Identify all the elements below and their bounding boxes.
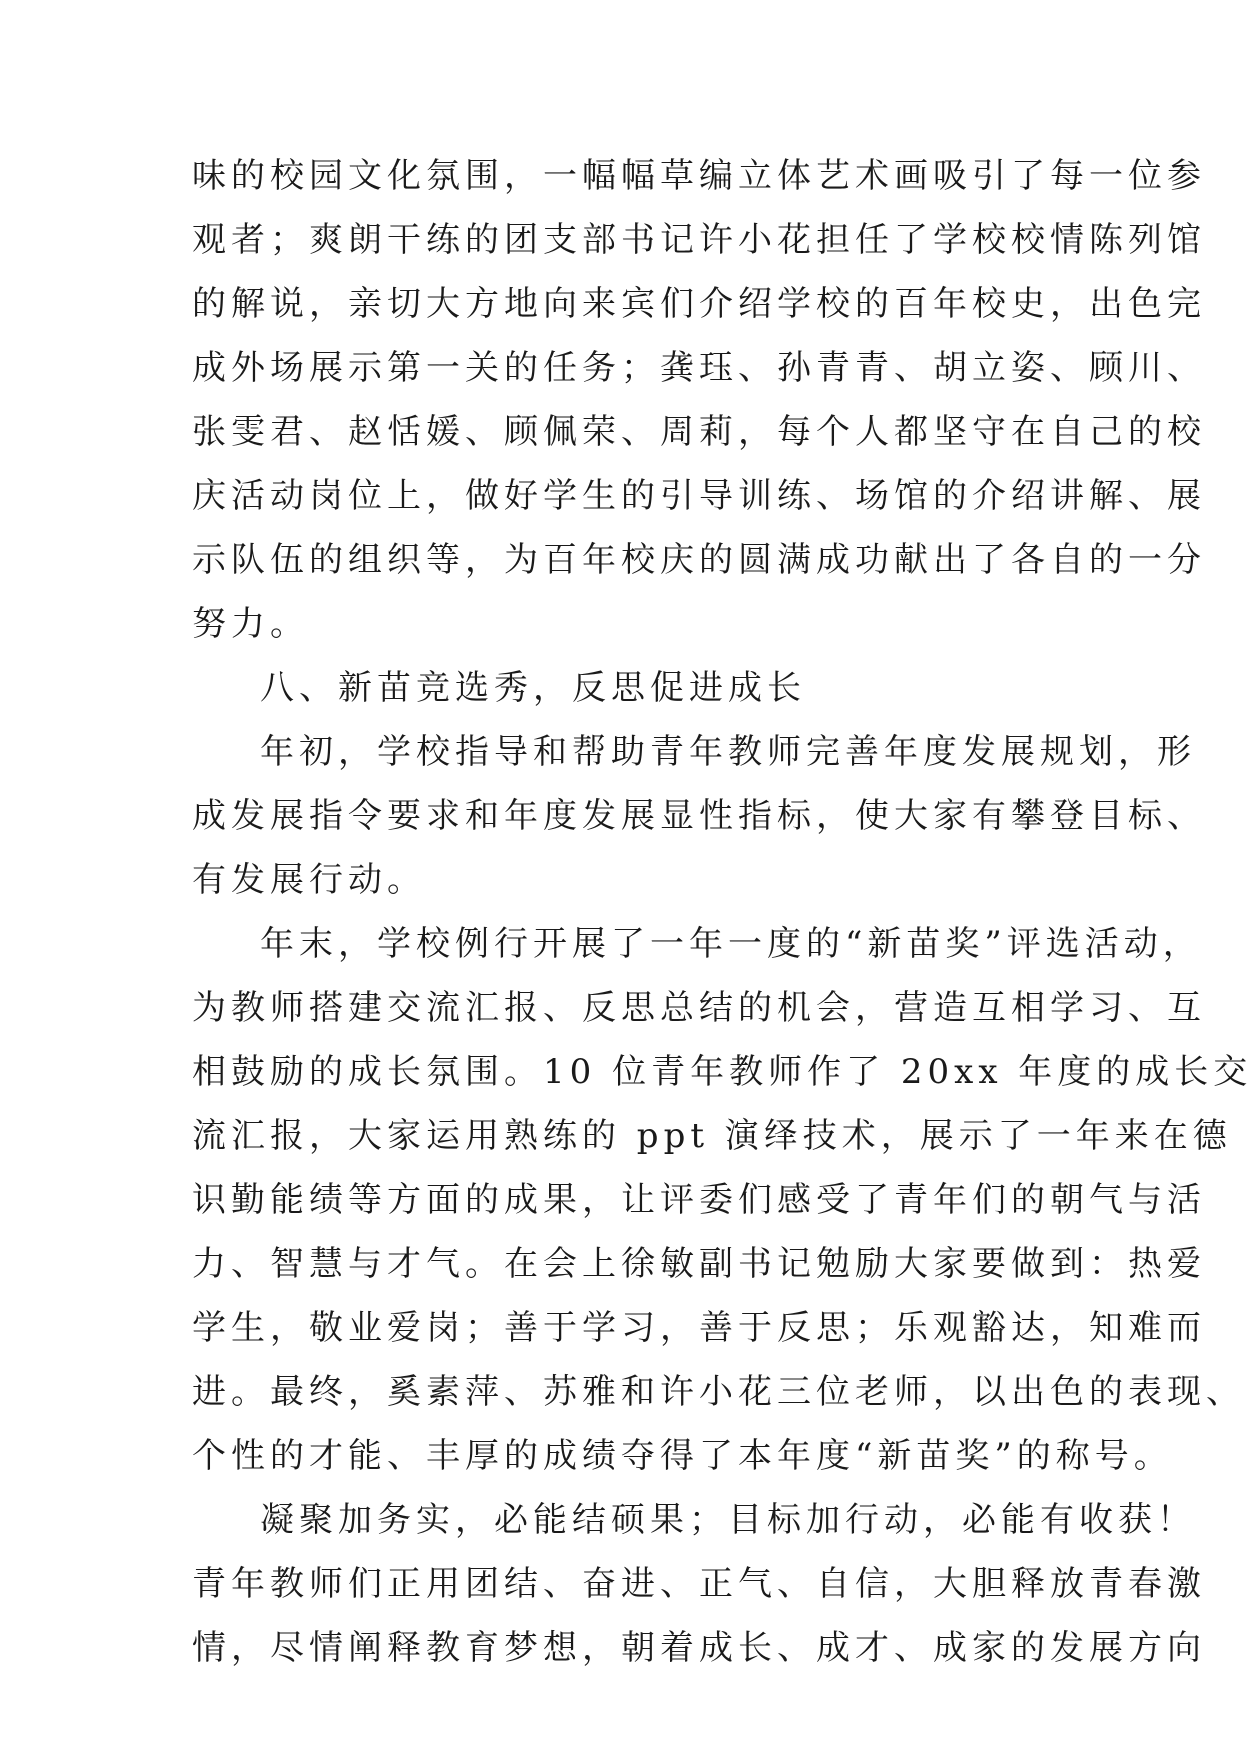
text-line: 成外场展示第一关的任务；龚珏、孙青青、胡立姿、顾川、 (192, 348, 1206, 388)
text-line: 味的校园文化氛围，一幅幅草编立体艺术画吸引了每一位参 (192, 156, 1206, 196)
text-line: 凝聚加务实，必能结硕果；目标加行动，必能有收获！ (260, 1500, 1196, 1540)
text-line: 有发展行动。 (192, 860, 426, 900)
text-line: 的解说，亲切大方地向来宾们介绍学校的百年校史，出色完 (192, 284, 1206, 324)
text-line: 相鼓励的成长氛围。10 位青年教师作了 20xx 年度的成长交 (192, 1052, 1252, 1092)
text-line: 进。最终，奚素萍、苏雅和许小花三位老师，以出色的表现、 (192, 1372, 1245, 1412)
text-line: 学生，敬业爱岗；善于学习，善于反思；乐观豁达，知难而 (192, 1308, 1206, 1348)
text-line: 观者；爽朗干练的团支部书记许小花担任了学校校情陈列馆 (192, 220, 1206, 260)
text-line: 力、智慧与才气。在会上徐敏副书记勉励大家要做到：热爱 (192, 1244, 1206, 1284)
text-line: 庆活动岗位上，做好学生的引导训练、场馆的介绍讲解、展 (192, 476, 1206, 516)
text-line: 成发展指令要求和年度发展显性指标，使大家有攀登目标、 (192, 796, 1206, 836)
section-heading: 八、新苗竞选秀，反思促进成长 (260, 668, 806, 708)
text-line: 青年教师们正用团结、奋进、正气、自信，大胆释放青春激 (192, 1564, 1206, 1604)
text-line: 张雯君、赵恬媛、顾佩荣、周莉，每个人都坚守在自己的校 (192, 412, 1206, 452)
text-line: 示队伍的组织等，为百年校庆的圆满成功献出了各自的一分 (192, 540, 1206, 580)
text-line: 情，尽情阐释教育梦想，朝着成长、成才、成家的发展方向 (192, 1628, 1206, 1668)
text-line: 为教师搭建交流汇报、反思总结的机会，营造互相学习、互 (192, 988, 1206, 1028)
text-line: 识勤能绩等方面的成果，让评委们感受了青年们的朝气与活 (192, 1180, 1206, 1220)
text-line: 年初，学校指导和帮助青年教师完善年度发展规划，形 (260, 732, 1196, 772)
text-line: 努力。 (192, 604, 309, 644)
text-line: 个性的才能、丰厚的成绩夺得了本年度“新苗奖”的称号。 (192, 1436, 1173, 1476)
text-line: 流汇报，大家运用熟练的 ppt 演绎技术，展示了一年来在德 (192, 1116, 1232, 1156)
text-line: 年末，学校例行开展了一年一度的“新苗奖”评选活动， (260, 924, 1202, 964)
